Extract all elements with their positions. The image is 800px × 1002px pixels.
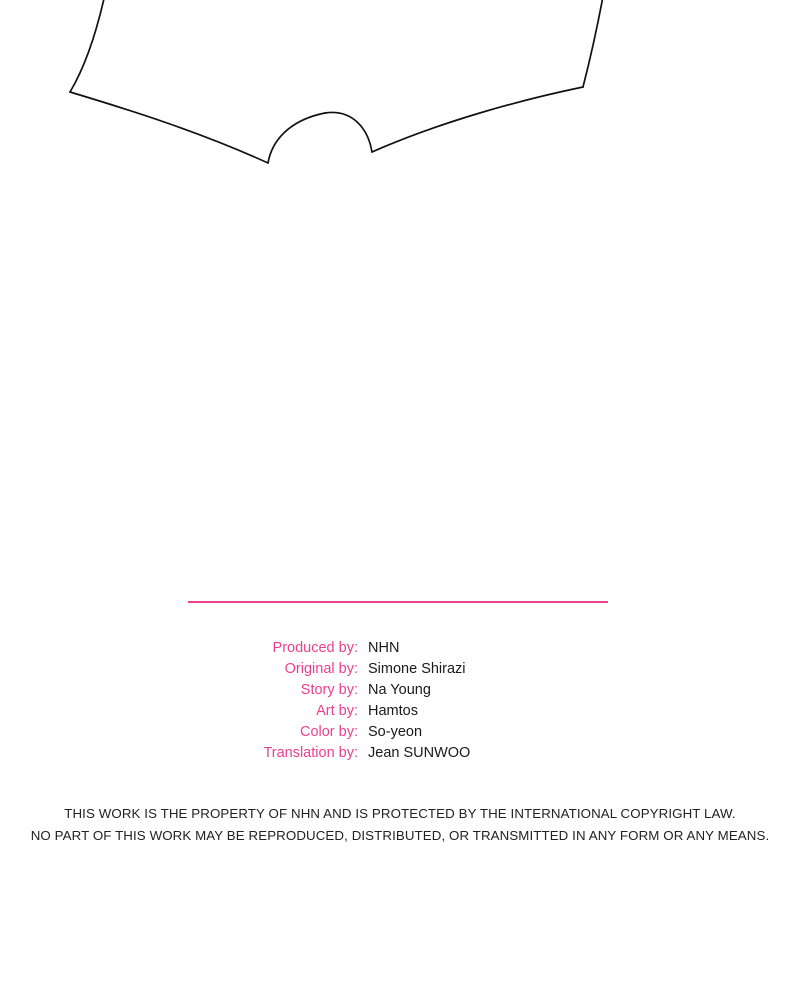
pink-divider xyxy=(188,601,608,603)
bat-wing-line-art-icon xyxy=(0,0,800,200)
credit-row xyxy=(240,659,560,680)
credit-role: Translation by: xyxy=(263,745,358,761)
credits-list xyxy=(0,638,800,764)
credit-role: Produced by: xyxy=(272,640,358,656)
credit-name: So-yeon xyxy=(368,724,423,740)
bat-wing-artwork xyxy=(0,0,800,200)
copyright-line-1: THIS WORK IS THE PROPERTY OF NHN AND IS PROTECTED BY THE INTERNATIONAL COPYRIGHT LAW. xyxy=(64,806,736,821)
credit-row xyxy=(240,701,560,722)
credit-row xyxy=(240,722,560,743)
credit-name: Na Young xyxy=(368,682,431,698)
credit-role: Color by: xyxy=(299,724,358,740)
credit-row xyxy=(240,743,560,764)
credit-role: Original by: xyxy=(284,661,358,677)
copyright-line-2: NO PART OF THIS WORK MAY BE REPRODUCED, DISTRIBUTED, OR TRANSMITTED IN ANY FORM OR ANY MEANS. xyxy=(30,828,770,843)
credit-role: Art by: xyxy=(316,703,358,719)
credit-name: Hamtos xyxy=(368,703,418,719)
credit-name: NHN xyxy=(368,640,400,656)
credit-row xyxy=(240,680,560,701)
credit-role: Story by: xyxy=(300,682,358,698)
credit-name: Simone Shirazi xyxy=(368,661,466,677)
copyright-notice xyxy=(0,803,800,847)
credit-row xyxy=(240,638,560,659)
credit-name: Jean SUNWOO xyxy=(368,745,471,761)
